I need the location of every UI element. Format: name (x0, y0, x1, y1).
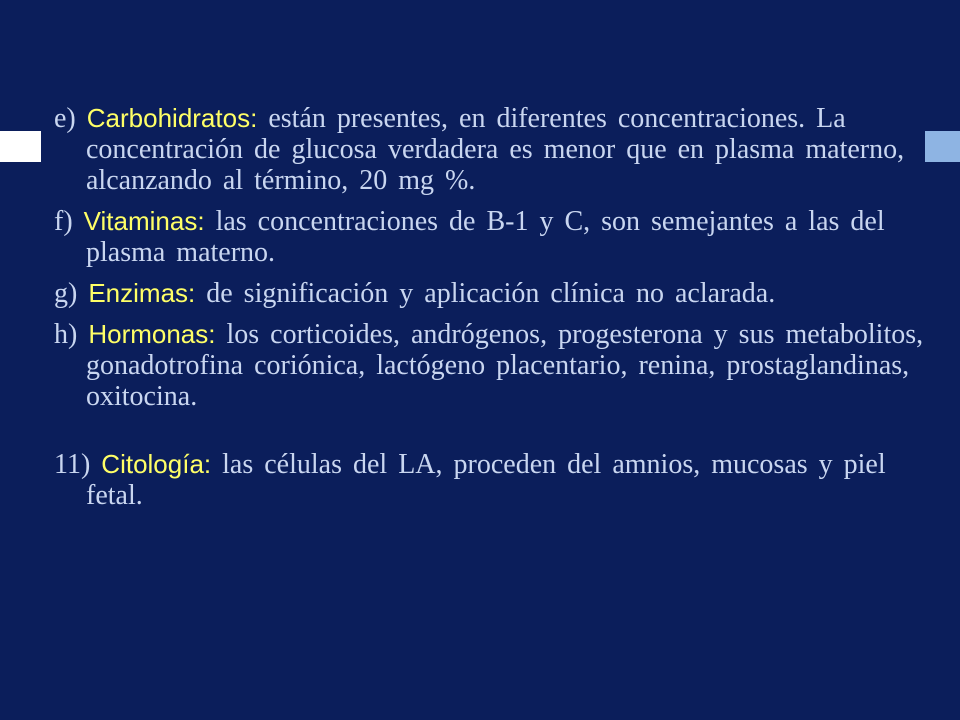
keyword-hormonas: Hormonas: (88, 319, 216, 349)
item-prefix: g) (54, 278, 89, 309)
item-text: las concentraciones de B-1 y C, son semejantes a las del plasma materno. (86, 206, 885, 268)
paragraph-citologia (54, 449, 924, 511)
item-prefix: f) (54, 206, 84, 237)
keyword-citologia: Citología: (101, 449, 212, 479)
paragraph-hormonas (54, 319, 924, 412)
item-text: las células del LA, proceden del amnios, mucosas y piel fetal. (86, 449, 886, 511)
item-text: están presentes, en diferentes concentraciones. La concentración de glucosa verdadera es menor que en plasma materno, alcanzando al término, 20 mg %. (86, 103, 905, 196)
item-text: los corticoides, andrógenos, progesterona y sus metabolitos, gonadotrofina coriónica, lactógeno placentario, renina, prostaglandinas, oxitocina. (86, 319, 924, 412)
paragraph-vitaminas (54, 206, 924, 268)
paragraph-enzimas (54, 278, 924, 309)
paragraph-carbohidratos (54, 103, 924, 196)
keyword-vitaminas: Vitaminas: (83, 206, 205, 236)
slide-content (54, 103, 924, 521)
keyword-enzimas: Enzimas: (88, 278, 196, 308)
item-prefix: h) (54, 319, 89, 350)
item-text: de significación y aplicación clínica no aclarada. (195, 278, 776, 309)
keyword-carbohidratos: Carbohidratos: (86, 103, 258, 133)
item-prefix: e) (54, 103, 87, 134)
item-prefix: 11) (54, 449, 102, 480)
left-accent-bar (0, 131, 41, 162)
right-accent-bar (925, 131, 960, 162)
